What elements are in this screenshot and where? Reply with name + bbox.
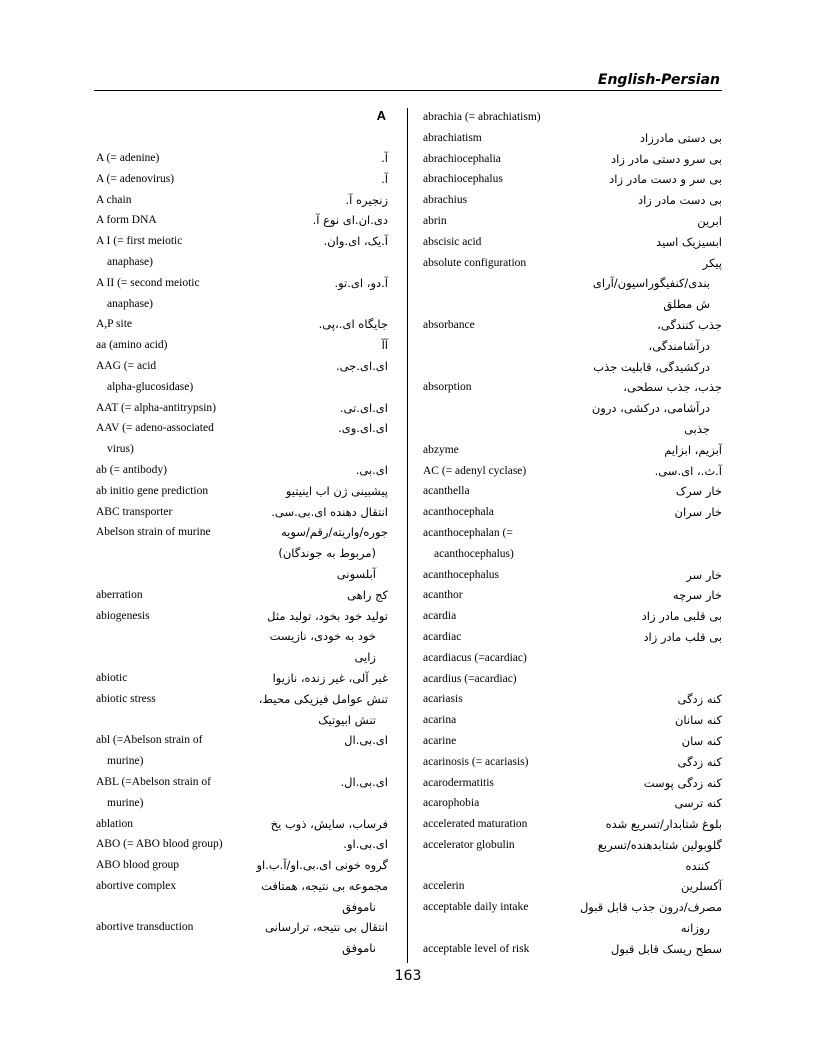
english-term: acanthocephalan (=: [423, 526, 513, 539]
persian-translation: جوره/واریته/رقم/سویه: [280, 525, 388, 540]
persian-translation: تولید خود بخود، تولید مثل: [267, 608, 388, 623]
glossary-row: [96, 877, 388, 898]
persian-translation: تنش عوامل فیزیکی محیط،: [258, 691, 388, 706]
english-term: absorbance: [423, 318, 475, 331]
glossary-row: [96, 544, 388, 565]
english-term: A form DNA: [96, 214, 157, 227]
glossary-row: [423, 233, 722, 254]
persian-translation: ابرین: [697, 213, 722, 228]
persian-translation: کنه زدگی پوست: [643, 775, 722, 790]
persian-translation: کنه زدگی: [677, 754, 722, 769]
header-rule: [94, 90, 722, 91]
glossary-row: [423, 358, 722, 379]
glossary-row: [96, 461, 388, 482]
glossary-row: [423, 129, 722, 150]
english-term: ABL (=Abelson strain of: [96, 775, 211, 788]
glossary-row: [96, 336, 388, 357]
english-term: AAT (= alpha-antitrypsin): [96, 401, 216, 414]
glossary-row: [96, 503, 388, 524]
glossary-row: [423, 566, 722, 587]
persian-translation: بی قلبی مادر زاد: [641, 609, 722, 624]
persian-translation: خار سران: [674, 505, 722, 520]
glossary-row: [96, 752, 388, 773]
english-term: absolute configuration: [423, 256, 527, 269]
glossary-row: [96, 149, 388, 170]
persian-translation: درآشامندگی،: [648, 338, 710, 353]
glossary-row: [96, 898, 388, 919]
english-term: acardius (=acardiac): [423, 672, 517, 685]
column-divider: [407, 108, 408, 963]
english-term: acceptable level of risk: [423, 942, 530, 955]
glossary-row: [96, 211, 388, 232]
glossary-row: [96, 399, 388, 420]
english-term: murine): [107, 796, 144, 809]
glossary-row: [96, 419, 388, 440]
english-term: AAG (= acid: [96, 359, 157, 372]
glossary-row: [423, 836, 722, 857]
glossary-row: [423, 462, 722, 483]
persian-translation: جذب، جذب سطحی،: [623, 380, 722, 395]
persian-translation: جذب کنندگی،: [657, 317, 722, 332]
glossary-row: [423, 732, 722, 753]
persian-translation: تنش ابیوتیک: [318, 712, 376, 727]
glossary-row: [96, 939, 388, 960]
persian-translation: سطح ریسک قابل قبول: [611, 941, 722, 956]
glossary-row: [423, 441, 722, 462]
persian-translation: بی دستی مادرزاد: [639, 130, 722, 145]
glossary-row: [423, 628, 722, 649]
glossary-row: [423, 212, 722, 233]
english-term: acanthocephalus): [434, 547, 514, 560]
english-term: abzyme: [423, 443, 459, 456]
glossary-row: [423, 524, 722, 545]
left-column: [96, 149, 388, 960]
glossary-row: [423, 191, 722, 212]
english-term: abiotic stress: [96, 692, 156, 705]
persian-translation: کننده: [685, 858, 710, 873]
glossary-row: [423, 649, 722, 670]
glossary-row: [423, 940, 722, 961]
english-term: accelerated maturation: [423, 818, 528, 831]
glossary-row: [96, 627, 388, 648]
glossary-row: [96, 315, 388, 336]
persian-translation: بی دست مادر زاد: [637, 193, 722, 208]
english-term: abrin: [423, 214, 447, 227]
persian-translation: ای.ای.تی.: [339, 400, 388, 415]
english-term: abiogenesis: [96, 609, 150, 622]
persian-translation: آبلسونی: [336, 566, 376, 581]
english-term: A chain: [96, 193, 132, 206]
english-term: anaphase): [107, 297, 153, 310]
english-term: ablation: [96, 817, 134, 830]
english-term: acariasis: [423, 693, 463, 706]
english-term: A (= adenovirus): [96, 172, 175, 185]
persian-translation: مصرف/درون جذب قابل قبول: [579, 900, 722, 915]
persian-translation: آبزیم، ابزایم: [664, 442, 722, 457]
glossary-row: [96, 815, 388, 836]
persian-translation: بی قلب مادر زاد: [643, 629, 722, 644]
english-term: abrachiatism: [423, 131, 482, 144]
english-term: acardia: [423, 610, 457, 623]
persian-translation: غیر آلی، غیر زنده، نازیوا: [272, 670, 388, 685]
english-term: ABO (= ABO blood group): [96, 838, 223, 851]
persian-translation: ای.بی.ال.: [340, 774, 388, 789]
persian-translation: روزانه: [680, 921, 710, 936]
english-term: acarinosis (= acariasis): [423, 755, 529, 768]
glossary-row: [423, 753, 722, 774]
glossary-row: [423, 482, 722, 503]
persian-translation: کنه ترسی: [674, 796, 722, 811]
english-term: acanthor: [423, 589, 463, 602]
persian-translation: کنه زدگی: [677, 692, 722, 707]
glossary-row: [96, 918, 388, 939]
persian-translation: ای.ای.وی.: [338, 421, 388, 436]
glossary-row: [96, 607, 388, 628]
glossary-row: [96, 523, 388, 544]
glossary-row: [423, 316, 722, 337]
persian-translation: آ.: [381, 171, 388, 186]
glossary-row: [423, 295, 722, 316]
glossary-row: [96, 690, 388, 711]
english-term: A I (= first meiotic: [96, 235, 183, 248]
english-term: Abelson strain of murine: [96, 526, 211, 539]
persian-translation: زایی: [354, 650, 376, 665]
glossary-row: [96, 856, 388, 877]
english-term: acceptable daily intake: [423, 901, 529, 914]
persian-translation: ای.بی.او.: [343, 837, 388, 852]
glossary-row: [423, 919, 722, 940]
english-term: ab initio gene prediction: [96, 484, 209, 497]
english-term: abortive complex: [96, 879, 177, 892]
persian-translation: آ.ث.، ای.سی.: [654, 463, 722, 478]
glossary-row: [423, 586, 722, 607]
glossary-row: [423, 274, 722, 295]
persian-translation: بی سرو دستی مادر زاد: [611, 151, 722, 166]
persian-translation: کنه سانان: [674, 713, 722, 728]
glossary-row: [96, 378, 388, 399]
glossary-row: [423, 815, 722, 836]
section-letter: A: [376, 108, 386, 123]
running-header-title: English-Persian: [597, 72, 720, 88]
persian-translation: فرساب، سایش، ذوب یخ: [270, 816, 388, 831]
persian-translation: ابسیزیک اسید: [656, 234, 722, 249]
english-term: absorption: [423, 381, 472, 394]
glossary-row: [96, 253, 388, 274]
persian-translation: آ.دو، ای.تو.: [334, 275, 388, 290]
page-number: 163: [394, 968, 422, 984]
english-term: ABO blood group: [96, 859, 180, 872]
english-term: abl (=Abelson strain of: [96, 734, 203, 747]
glossary-row: [96, 669, 388, 690]
persian-translation: انتقال بی نتیجه، ترارسانی: [265, 920, 388, 935]
english-term: abortive transduction: [96, 921, 194, 934]
glossary-row: [423, 150, 722, 171]
glossary-row: [96, 835, 388, 856]
persian-translation: خود به خودی، نازیست: [269, 629, 376, 644]
english-term: ab (= antibody): [96, 463, 167, 476]
glossary-row: [423, 399, 722, 420]
english-term: acarodermatitis: [423, 776, 494, 789]
english-term: abrachiocephalus: [423, 173, 503, 186]
persian-translation: بی سر و دست مادر زاد: [609, 172, 722, 187]
english-term: abscisic acid: [423, 235, 482, 248]
glossary-row: [96, 482, 388, 503]
english-term: acarina: [423, 714, 457, 727]
glossary-row: [423, 503, 722, 524]
persian-translation: جذبی: [684, 421, 710, 436]
glossary-row: [96, 648, 388, 669]
english-term: acarophobia: [423, 797, 480, 810]
persian-translation: زنجیره آ.: [345, 192, 388, 207]
english-term: alpha-glucosidase): [107, 380, 194, 393]
glossary-row: [423, 898, 722, 919]
english-term: aberration: [96, 588, 143, 601]
persian-translation: گروه خونی ای.بی.او/آ.ب.او: [256, 858, 388, 873]
english-term: abrachiocephalia: [423, 152, 501, 165]
persian-translation: آ.یک، ای.وان.: [323, 234, 388, 249]
glossary-row: [96, 170, 388, 191]
glossary-row: [423, 420, 722, 441]
glossary-row: [423, 607, 722, 628]
glossary-row: [423, 545, 722, 566]
persian-translation: جایگاه ای.،پی.: [318, 317, 388, 332]
english-term: virus): [107, 443, 134, 456]
glossary-row: [423, 774, 722, 795]
glossary-row: [423, 254, 722, 275]
english-term: acanthella: [423, 485, 470, 498]
glossary-row: [96, 565, 388, 586]
english-term: acardiac: [423, 630, 462, 643]
english-term: accelerin: [423, 880, 465, 893]
english-term: A (= adenine): [96, 152, 160, 164]
english-term: acanthocephalus: [423, 568, 499, 581]
persian-translation: کنه سان: [681, 733, 722, 748]
right-column: [423, 108, 722, 961]
glossary-row: [96, 232, 388, 253]
glossary-row: [423, 108, 722, 129]
english-term: murine): [107, 755, 144, 768]
persian-translation: درآشامی، درکشی، درون: [591, 401, 710, 416]
persian-translation: گلوبولین شتابدهنده/تسریع: [597, 837, 722, 852]
persian-translation: آآ: [381, 338, 388, 353]
persian-translation: ای.ای.جی.: [335, 358, 388, 373]
persian-translation: ای.بی.: [355, 462, 388, 477]
persian-translation: کج راهی: [347, 587, 388, 602]
persian-translation: بندی/کنفیگوراسیون/آرای: [592, 276, 710, 291]
glossary-row: [96, 586, 388, 607]
persian-translation: (مربوط به جوندگان): [278, 546, 376, 561]
persian-translation: انتقال دهنده ای.بی.سی.: [271, 504, 388, 519]
persian-translation: خار سرک: [675, 484, 722, 499]
glossary-row: [423, 794, 722, 815]
persian-translation: آکسلرین: [680, 879, 722, 894]
english-term: anaphase): [107, 255, 153, 268]
english-term: abrachia (= abrachiatism): [423, 111, 541, 123]
glossary-row: [423, 670, 722, 691]
persian-translation: ای.بی.ال: [344, 733, 388, 748]
persian-translation: بلوغ شتابدار/تسریع شده: [605, 817, 722, 832]
glossary-row: [423, 711, 722, 732]
persian-translation: خار سر: [686, 567, 722, 582]
english-term: acarine: [423, 734, 457, 747]
persian-translation: ش مطلق: [663, 297, 710, 312]
glossary-row: [423, 690, 722, 711]
english-term: abiotic: [96, 671, 128, 684]
glossary-row: [96, 191, 388, 212]
glossary-row: [423, 378, 722, 399]
glossary-row: [423, 170, 722, 191]
persian-translation: ناموفق: [342, 899, 376, 914]
persian-translation: درکشیدگی، قابلیت جذب: [593, 359, 710, 374]
english-term: acanthocephala: [423, 506, 494, 519]
glossary-row: [96, 440, 388, 461]
english-term: abrachius: [423, 194, 468, 207]
glossary-row: [96, 731, 388, 752]
english-term: AAV (= adeno-associated: [96, 422, 214, 435]
english-term: ABC transporter: [96, 505, 173, 518]
glossary-row: [423, 857, 722, 878]
english-term: AC (= adenyl cyclase): [423, 464, 527, 477]
english-term: acardiacus (=acardiac): [423, 651, 527, 664]
glossary-row: [96, 794, 388, 815]
english-term: accelerator globulin: [423, 838, 515, 851]
glossary-row: [96, 711, 388, 732]
english-term: A II (= second meiotic: [96, 276, 200, 289]
glossary-row: [96, 357, 388, 378]
persian-translation: مجموعه بی نتیجه، همتافت: [261, 878, 388, 893]
persian-translation: دی.ان.ای نوع آ.: [312, 213, 388, 228]
glossary-row: [96, 773, 388, 794]
glossary-row: [423, 877, 722, 898]
persian-translation: پیکر: [702, 255, 722, 270]
persian-translation: ناموفق: [342, 941, 376, 956]
persian-translation: خار سرچه: [672, 588, 722, 603]
glossary-row: [423, 337, 722, 358]
persian-translation: آ.: [381, 151, 388, 165]
persian-translation: پیشبینی ژن اب اینیتیو: [285, 483, 388, 498]
english-term: aa (amino acid): [96, 339, 168, 352]
glossary-row: [96, 295, 388, 316]
glossary-row: [96, 274, 388, 295]
english-term: A,P site: [96, 318, 132, 331]
